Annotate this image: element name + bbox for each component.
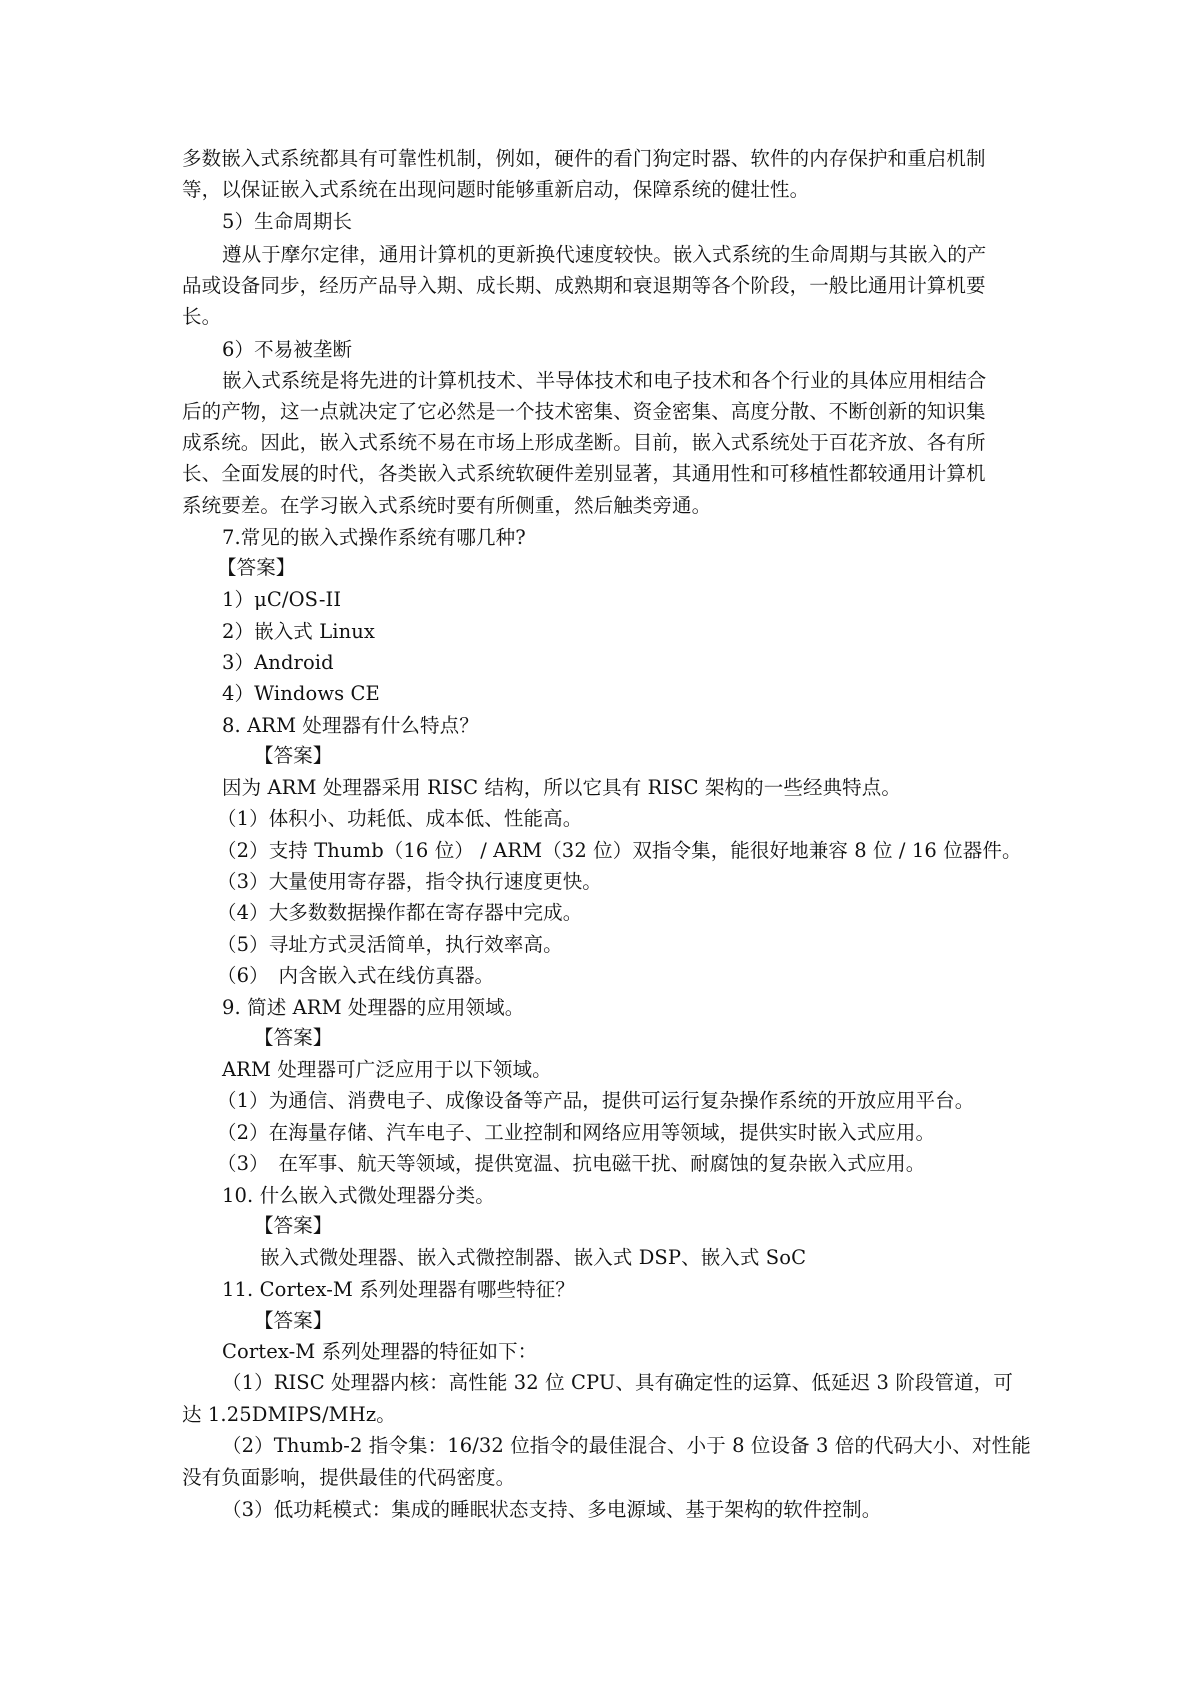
list-item: 3）Android <box>222 651 334 674</box>
body-text-line: 品或设备同步，经历产品导入期、成长期、成熟期和衰退期等各个阶段，一般比通用计算机要 <box>182 274 986 297</box>
body-text-line: 遵从于摩尔定律，通用计算机的更新换代速度较快。嵌入式系统的生命周期与其嵌入的产 <box>222 243 987 266</box>
list-item: （3） 在军事、航天等领域，提供宽温、抗电磁干扰、耐腐蚀的复杂嵌入式应用。 <box>217 1152 926 1175</box>
section-heading: 5）生命周期长 <box>222 210 353 233</box>
answer-label: 【答案】 <box>254 1309 333 1332</box>
list-item: （4）大多数数据操作都在寄存器中完成。 <box>217 901 583 924</box>
body-text-line: 等，以保证嵌入式系统在出现问题时能够重新启动，保障系统的健壮性。 <box>182 178 810 201</box>
body-text-line: 没有负面影响，提供最佳的代码密度。 <box>182 1466 516 1489</box>
body-text-line: 长、全面发展的时代，各类嵌入式系统软硬件差别显著，其通用性和可移植性都较通用计算机 <box>182 462 986 485</box>
list-item: （3）低功耗模式：集成的睡眠状态支持、多电源域、基于架构的软件控制。 <box>222 1498 882 1521</box>
question-heading: 10. 什么嵌入式微处理器分类。 <box>222 1184 495 1207</box>
body-text-line: 嵌入式系统是将先进的计算机技术、半导体技术和电子技术和各个行业的具体应用相结合 <box>222 369 987 392</box>
answer-label: 【答案】 <box>254 1026 333 1049</box>
question-heading: 9. 简述 ARM 处理器的应用领域。 <box>222 996 525 1019</box>
question-heading: 7.常见的嵌入式操作系统有哪几种? <box>222 526 526 549</box>
body-text-line: 长。 <box>182 305 222 328</box>
list-item: （2）支持 Thumb（16 位） / ARM（32 位）双指令集，能很好地兼容 8 位 / 16 位器件。 <box>217 839 1022 862</box>
list-item: （6） 内含嵌入式在线仿真器。 <box>217 964 495 987</box>
body-text-line: ARM 处理器可广泛应用于以下领域。 <box>222 1058 552 1081</box>
body-text-line: 嵌入式微处理器、嵌入式微控制器、嵌入式 DSP、嵌入式 SoC <box>260 1246 807 1269</box>
list-item: 1）μC/OS-II <box>222 588 342 611</box>
body-text-line: 系统要差。在学习嵌入式系统时要有所侧重，然后触类旁通。 <box>182 494 712 517</box>
answer-label: 【答案】 <box>254 744 333 767</box>
list-item: （5）寻址方式灵活简单，执行效率高。 <box>217 933 563 956</box>
list-item: （1）体积小、功耗低、成本低、性能高。 <box>217 807 583 830</box>
list-item: （3）大量使用寄存器，指令执行速度更快。 <box>217 870 602 893</box>
answer-label: 【答案】 <box>254 1214 333 1237</box>
body-text-line: 达 1.25DMIPS/MHz。 <box>182 1403 396 1426</box>
body-text-line: Cortex-M 系列处理器的特征如下： <box>222 1340 538 1363</box>
body-text-line: 后的产物，这一点就决定了它必然是一个技术密集、资金密集、高度分散、不断创新的知识集 <box>182 400 986 423</box>
answer-label: 【答案】 <box>217 556 296 579</box>
list-item: 4）Windows CE <box>222 682 380 705</box>
question-heading: 8. ARM 处理器有什么特点？ <box>222 714 479 737</box>
list-item: （2）Thumb-2 指令集：16/32 位指令的最佳混合、小于 8 位设备 3 倍的代码大小、对性能 <box>222 1434 1031 1457</box>
list-item: （1）为通信、消费电子、成像设备等产品，提供可运行复杂操作系统的开放应用平台。 <box>217 1089 975 1112</box>
list-item: （2）在海量存储、汽车电子、工业控制和网络应用等领域，提供实时嵌入式应用。 <box>217 1121 936 1144</box>
body-text-line: 多数嵌入式系统都具有可靠性机制，例如，硬件的看门狗定时器、软件的内存保护和重启机制 <box>182 147 986 170</box>
list-item: 2）嵌入式 Linux <box>222 620 376 643</box>
list-item: （1）RISC 处理器内核：高性能 32 位 CPU、具有确定性的运算、低延迟 3 阶段管道，可 <box>222 1371 1013 1394</box>
body-text-line: 因为 ARM 处理器采用 RISC 结构，所以它具有 RISC 架构的一些经典特点。 <box>222 776 901 799</box>
body-text-line: 成系统。因此，嵌入式系统不易在市场上形成垄断。目前，嵌入式系统处于百花齐放、各有所 <box>182 431 986 454</box>
question-heading: 11. Cortex-M 系列处理器有哪些特征？ <box>222 1278 575 1301</box>
section-heading: 6）不易被垄断 <box>222 338 353 361</box>
